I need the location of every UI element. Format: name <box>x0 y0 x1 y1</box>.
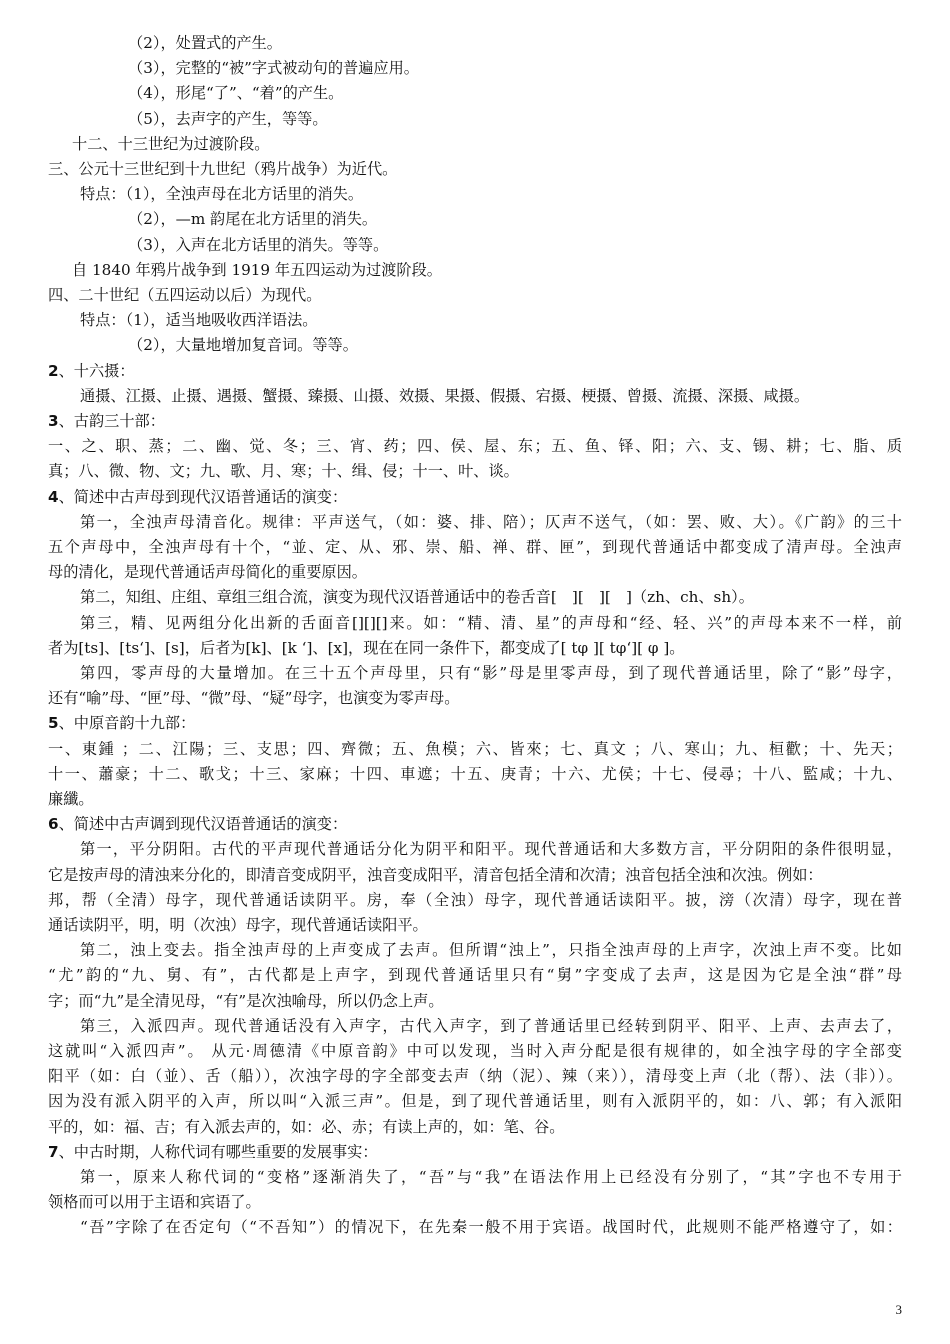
text-line <box>80 611 902 635</box>
text-line <box>48 535 902 559</box>
text-line <box>128 233 902 257</box>
line-text: 第三，精、见两组分化出新的舌面音[][][]来。如：“精、清、星”的声母和“经、轻、兴”的声母本来不一样，前 <box>80 613 902 632</box>
section-heading <box>48 485 902 509</box>
text-line <box>48 1190 902 1214</box>
line-text: 还有“喻”母、“匣”母、“微”母、“疑”母字，也演变为零声母。 <box>48 689 460 708</box>
line-text: 者为[ts]、[ts‘]、[s]，后者为[k]、[k ‘]、[x]，现在在同一条件下，都变成了[ tφ ][ tφ‘][ φ ]。 <box>48 638 685 657</box>
line-text: 通话读阴平，明，明（次浊）母字，现代普通话读阳平。 <box>48 916 428 934</box>
text-line <box>48 963 902 987</box>
text-line <box>72 258 902 282</box>
section-heading <box>48 409 902 433</box>
section-number: 7 <box>48 1142 59 1161</box>
page-number: 3 <box>895 1302 902 1317</box>
line-text: 平的，如：福、吉；有入派去声的，如：必、赤；有读上声的，如：笔、谷。 <box>48 1117 565 1136</box>
text-line <box>48 888 902 912</box>
line-text: 第二，浊上变去。指全浊声母的上声变成了去声。但所谓“浊上”，只指全浊声母的上声字，次浊上声不变。比如 <box>80 941 902 960</box>
line-text: 邦，帮（全清）母字，现代普通话读阴平。房，奉（全浊）母字，现代普通话读阳平。披，滂（次清）母字，现在普 <box>48 890 902 909</box>
text-line <box>48 686 902 710</box>
line-text: 十二、十三世纪为过渡阶段。 <box>72 134 270 153</box>
section-number: 5 <box>48 714 59 733</box>
text-line <box>48 157 902 181</box>
line-text: （2），处置式的产生。 <box>128 34 282 52</box>
text-line <box>48 283 902 307</box>
line-text: 第一，全浊声母清音化。规律：平声送气，（如：婆、排、陪）；仄声不送气，（如：罢、败、大）。《广韵》的三十 <box>80 512 902 531</box>
text-line <box>128 333 902 357</box>
text-line <box>80 308 902 332</box>
line-text: 一、之、职、蒸；二、幽、觉、冬；三、宵、药；四、侯、屋、东；五、鱼、铎、阳；六、支、锡、耕；七、脂、质 <box>48 437 902 456</box>
section-number: 6 <box>48 815 59 834</box>
line-text: 第四，零声母的大量增加。在三十五个声母里，只有“影”母是里零声母，到了现代普通话里，除了“影”母字， <box>80 664 902 682</box>
line-text: 三、公元十三世纪到十九世纪（鸦片战争）为近代。 <box>48 160 398 178</box>
line-text: 通摄、江摄、止摄、遇摄、蟹摄、臻摄、山摄、效摄、果摄、假摄、宕摄、梗摄、曾摄、流摄、深摄、咸摄。 <box>80 386 809 405</box>
section-heading <box>48 359 902 383</box>
section-heading <box>48 812 902 836</box>
line-text: 自 1840 年鸦片战争到 1919 年五四运动为过渡阶段。 <box>72 260 442 279</box>
text-line <box>128 31 902 55</box>
line-text: 、中古时期，人称代词有哪些重要的发展事实： <box>58 1142 378 1161</box>
text-line <box>48 1115 902 1139</box>
line-text: 、简述中古声母到现代汉语普通话的演变： <box>58 487 348 506</box>
line-text: 、中原音韵十九部： <box>58 714 196 733</box>
line-text: “吾”字除了在否定句（“不吾知”）的情况下，在先秦一般不用于宾语。战国时代，此规则不能严格遵守了，如： <box>80 1218 902 1237</box>
line-text: （2），大量地增加复音词。等等。 <box>128 336 358 355</box>
line-text: （3），完整的“被”字式被动句的普遍应用。 <box>128 59 419 78</box>
line-text: 阳平（如：白（並）、舌（船）），次浊字母的字全部变去声（纳（泥）、辣（来）），清母变上声（北（帮）、法（非））。 <box>48 1067 902 1086</box>
section-heading <box>48 1140 902 1164</box>
section-number: 2 <box>48 361 59 380</box>
line-text: 母的清化，是现代普通话声母简化的重要原因。 <box>48 563 367 582</box>
text-line <box>80 585 902 609</box>
text-line <box>128 107 902 131</box>
text-line <box>48 1064 902 1088</box>
text-line <box>80 182 902 206</box>
line-text: （5），去声字的产生，等等。 <box>128 109 328 128</box>
text-line <box>48 787 902 811</box>
line-text: 第二，知组、庄组、章组三组合流，演变为现代汉语普通话中的卷舌音[ ][ ][ ]（zh、ch、sh）。 <box>80 588 754 607</box>
line-text: 、古韵三十部： <box>58 412 165 430</box>
line-text: （3），入声在北方话里的消失。等等。 <box>128 235 389 254</box>
line-text: 它是按声母的清浊来分化的，即清音变成阴平，浊音变成阳平，清音包括全清和次清；浊音包括全浊和次浊。例如： <box>48 865 823 884</box>
line-text: 十一、蕭豪；十二、歌戈；十三、家麻；十四、車遮；十五、庚青；十六、尤侯；十七、侵尋；十八、監咸；十九、 <box>48 764 902 783</box>
text-line <box>80 938 902 962</box>
text-line <box>80 384 902 408</box>
section-number: 4 <box>48 487 59 506</box>
line-text: 领格而可以用于主语和宾语了。 <box>48 1193 261 1212</box>
text-line <box>48 762 902 786</box>
text-line <box>48 1039 902 1063</box>
line-text: 、简述中古声调到现代汉语普通话的演变： <box>58 815 348 834</box>
line-text: “尤”韵的“九、舅、有”，古代都是上声字，到现代普通话里只有“舅”字变成了去声，这是因为它是全浊“群”母 <box>48 966 902 985</box>
text-line <box>48 434 902 458</box>
line-text: 这就叫“入派四声”。 从元·周德清《中原音韵》中可以发现，当时入声分配是很有规律的，如全浊字母的字全部变 <box>48 1042 902 1060</box>
text-line <box>128 207 902 231</box>
line-text: 字；而“九”是全清见母，“有”是次浊喻母，所以仍念上声。 <box>48 991 444 1010</box>
line-text: 廉纖。 <box>48 790 94 808</box>
text-line <box>48 636 902 660</box>
line-text: 特点：（1），全浊声母在北方话里的消失。 <box>80 185 364 204</box>
text-line <box>48 737 902 761</box>
text-line <box>48 989 902 1013</box>
text-line <box>80 1165 902 1189</box>
line-text: 一、東鍾 ；二、江陽；三、支思；四、齊微；五、魚模；六、皆來；七、真文 ；八、寒山；九、桓歡；十、先天； <box>48 739 902 758</box>
line-text: 特点：（1），适当地吸收西洋语法。 <box>80 311 318 330</box>
text-line <box>80 837 902 861</box>
line-text: 第三，入派四声。现代普通话没有入声字，古代入声字，到了普通话里已经转到阴平、阳平、上声、去声去了， <box>80 1016 902 1035</box>
text-line <box>48 863 902 887</box>
line-text: 第一，原来人称代词的“变格”逐渐消失了，“吾”与“我”在语法作用上已经没有分别了，“其”字也不专用于 <box>80 1168 902 1186</box>
text-line <box>80 510 902 534</box>
line-text: 四、二十世纪（五四运动以后）为现代。 <box>48 286 322 304</box>
line-text: 第一，平分阴阳。古代的平声现代普通话分化为阴平和阳平。现代普通话和大多数方言，平分阴阳的条件很明显， <box>80 840 902 859</box>
text-line <box>48 913 902 937</box>
text-line <box>72 132 902 156</box>
text-line <box>48 560 902 584</box>
line-text: （2），—m 韵尾在北方话里的消失。 <box>128 210 378 229</box>
line-text: （4），形尾“了”、“着”的产生。 <box>128 84 344 103</box>
line-text: 因为没有派入阴平的入声，所以叫“入派三声”。但是，到了现代普通话里，则有入派阴平的，如：八、郭；有入派阳 <box>48 1092 902 1111</box>
text-line <box>80 1014 902 1038</box>
section-heading <box>48 711 902 735</box>
text-line <box>80 1215 902 1239</box>
text-line <box>80 661 902 685</box>
line-text: 、十六摄： <box>58 361 135 380</box>
text-line <box>128 56 902 80</box>
section-number: 3 <box>48 412 59 430</box>
text-line <box>48 459 902 483</box>
text-line <box>48 1089 902 1113</box>
line-text: 五个声母中，全浊声母有十个，“並、定、从、邪、崇、船、禅、群、匣”，到现代普通话中都变成了清声母。全浊声 <box>48 538 902 556</box>
line-text: 真；八、微、物、文；九、歌、月、寒；十、缉、侵；十一、叶、谈。 <box>48 462 519 481</box>
text-line <box>128 81 902 105</box>
